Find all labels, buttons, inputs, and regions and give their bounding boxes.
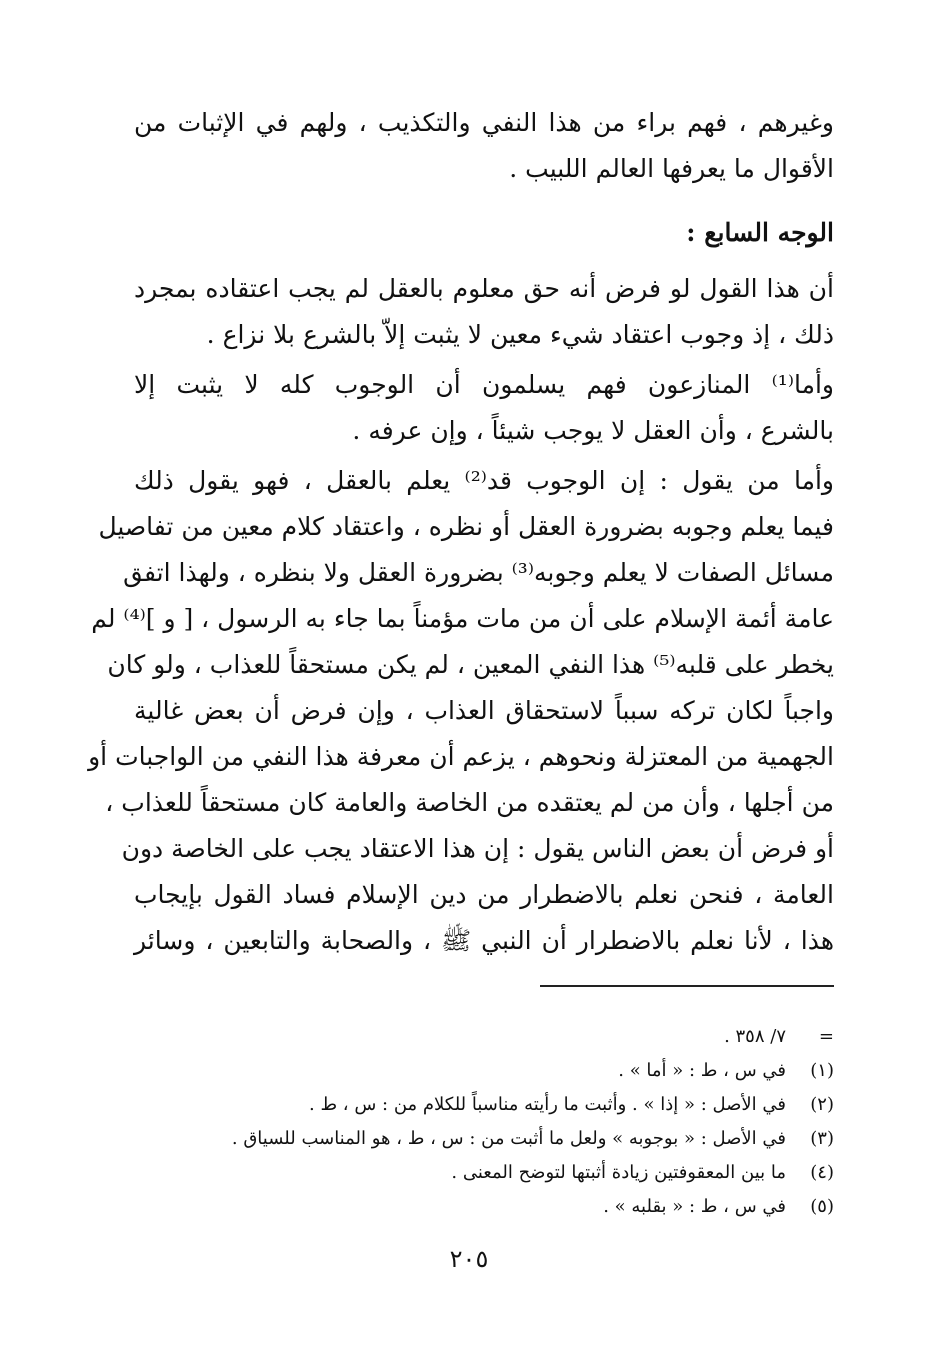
- footnote-text: في س ، ط : « أما » .: [618, 1060, 786, 1081]
- footnote: [134, 1190, 834, 1224]
- footnote-text: ما بين المعقوفتين زيادة أثبتها لتوضح المعنى .: [451, 1162, 786, 1183]
- text-line: من أجلها ، وأن من لم يعتقده من الخاصة والعامة كان مستحقاً للعذاب ،: [105, 788, 834, 817]
- text-line: يخطر على قلبه⁽⁵⁾ هذا النفي المعين ، لم يكن مستحقاً للعذاب ، ولو كان: [107, 650, 834, 679]
- footnote: [134, 1122, 834, 1156]
- text-line: الأقوال ما يعرفها العالم اللبيب .: [509, 154, 834, 183]
- text-line: أن هذا القول لو فرض أنه حق معلوم بالعقل لم يجب اعتقاده بمجرد: [134, 274, 834, 303]
- text-line: فيما يعلم وجوبه بضرورة العقل أو نظره ، واعتقاد كلام معين من تفاصيل: [98, 512, 834, 541]
- text-line: بالشرع ، وأن العقل لا يوجب شيئاً ، وإن عرفه .: [352, 416, 834, 445]
- text-line: هذا ، لأنا نعلم بالاضطرار أن النبي ﷺ ، والصحابة والتابعين ، وسائر: [134, 926, 834, 955]
- footnote-number: (١): [810, 1060, 834, 1081]
- footnote-text: في الأصل : « بوجوبه » ولعل ما أثبت من : س ، ط ، هو المناسب للسياق .: [231, 1128, 786, 1149]
- text-line: العامة ، فنحن نعلم بالاضطرار من دين الإسلام فساد القول بإيجاب: [134, 880, 834, 909]
- footnote: [134, 1088, 834, 1122]
- text-line: ذلك ، إذ وجوب اعتقاد شيء معين لا يثبت إلاّ بالشرع بلا نزاع .: [206, 320, 834, 349]
- footnote: [134, 1020, 834, 1054]
- footnote: [134, 1054, 834, 1088]
- footnote-divider: [540, 985, 834, 987]
- page-number: ٢٠٥: [449, 1245, 489, 1273]
- text-line: مسائل الصفات لا يعلم وجوبه⁽³⁾ بضرورة العقل ولا بنظره ، ولهذا اتفق: [123, 558, 834, 587]
- footnote: [134, 1156, 834, 1190]
- footnote-text: ٧/ ٣٥٨ .: [724, 1026, 786, 1047]
- main-text: [88, 100, 834, 964]
- footnote-number: (٥): [810, 1196, 834, 1217]
- text-line: وأما⁽¹⁾ المنازعون فهم يسلمون أن الوجوب كله لا يثبت إلا: [134, 370, 834, 399]
- footnote-number: (٤): [810, 1162, 834, 1183]
- footnotes: [134, 1020, 834, 1224]
- footnote-number: (٣): [810, 1128, 834, 1149]
- footnote-text: في س ، ط : « بقلبه » .: [603, 1196, 786, 1217]
- text-line: الجهمية من المعتزلة ونحوهم ، يزعم أن معرفة هذا النفي من الواجبات أو: [88, 742, 834, 771]
- footnote-number: =: [818, 1026, 834, 1047]
- section-heading: الوجه السابع :: [686, 218, 834, 247]
- text-line: واجباً لكان تركه سبباً لاستحقاق العذاب ، وإن فرض أن بعض غالية: [134, 696, 834, 725]
- text-line: عامة أئمة الإسلام على أن من مات مؤمناً بما جاء به الرسول ، [ و ]⁽⁴⁾ لم: [91, 604, 834, 633]
- text-line: وأما من يقول : إن الوجوب قد⁽²⁾ يعلم بالعقل ، فهو يقول ذلك: [134, 466, 834, 495]
- footnote-text: في الأصل : « إذا » . وأثبت ما رأيته مناسباً للكلام من : س ، ط .: [309, 1094, 786, 1115]
- text-line: أو فرض أن بعض الناس يقول : إن هذا الاعتقاد يجب على الخاصة دون: [121, 834, 834, 863]
- footnote-number: (٢): [810, 1094, 834, 1115]
- text-line: وغيرهم ، فهم براء من هذا النفي والتكذيب ، ولهم في الإثبات من: [134, 108, 834, 137]
